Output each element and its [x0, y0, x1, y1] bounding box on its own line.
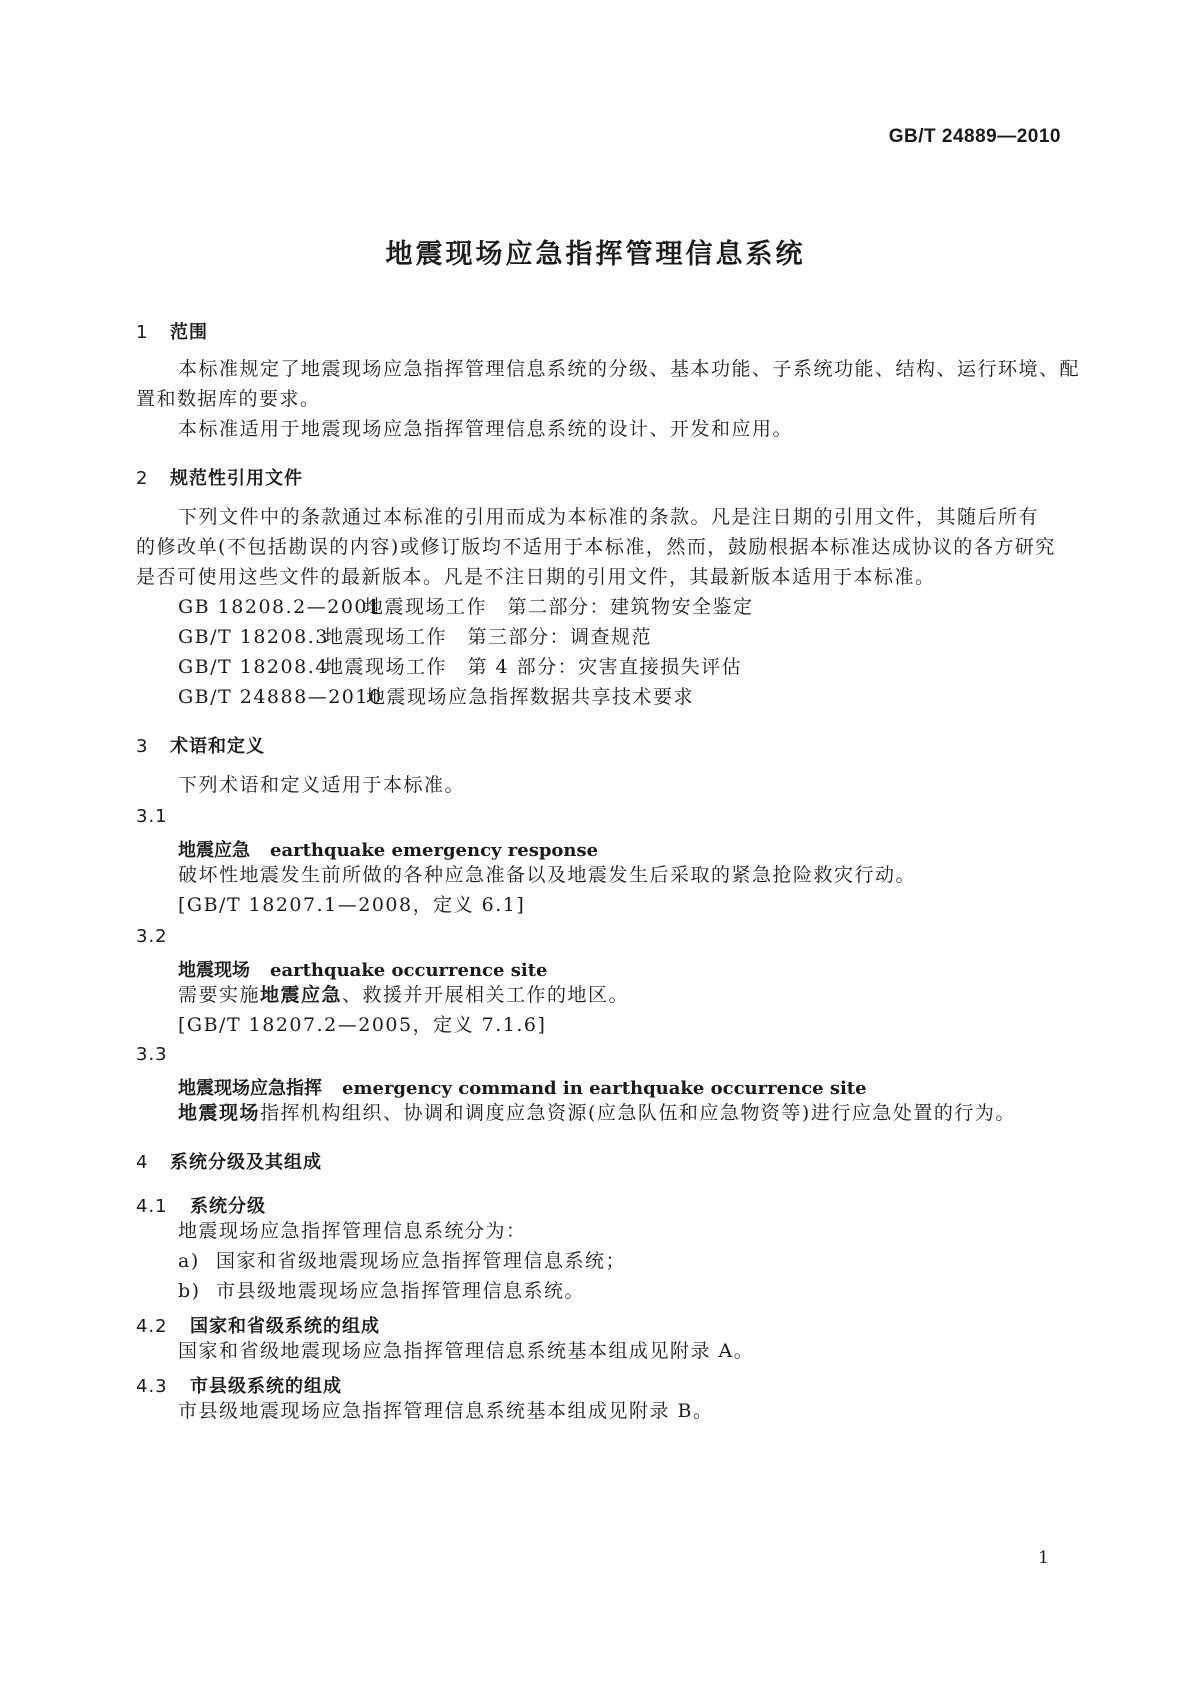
reference-code: GB/T 18208.3 [178, 626, 329, 648]
subsection-title: 市县级系统的组成 [190, 1376, 342, 1397]
paragraph: 本标准适用于地震现场应急指挥管理信息系统的设计、开发和应用。 [178, 418, 794, 440]
term-heading [178, 956, 547, 982]
list-marker: a) [178, 1250, 200, 1272]
document-title: 地震现场应急指挥管理信息系统 [385, 239, 806, 270]
section-number: 2 [136, 468, 149, 489]
definition-text: 指挥机构组织、协调和调度应急资源(应急队伍和应急物资等)进行应急处置的行为。 [260, 1102, 1016, 1124]
subsection-number: 4.3 [136, 1376, 168, 1397]
page-number: 1 [1038, 1548, 1049, 1568]
section-title: 系统分级及其组成 [170, 1152, 322, 1173]
term-number: 3.1 [136, 806, 168, 827]
subsection-title: 国家和省级系统的组成 [190, 1316, 380, 1337]
reference-item [178, 688, 694, 707]
term-en: emergency command in earthquake occurrence site [342, 1078, 867, 1099]
term-en: earthquake emergency response [270, 840, 599, 861]
definition-emphasis: 地震应急 [260, 984, 343, 1006]
term-zh: 地震现场 [178, 960, 250, 981]
term-definition [178, 1104, 1016, 1123]
list-marker: b) [178, 1280, 201, 1302]
paragraph: 国家和省级地震现场应急指挥管理信息系统基本组成见附录 A。 [178, 1340, 755, 1362]
reference-code: GB/T 24888—2010 [178, 686, 383, 708]
paragraph: 市县级地震现场应急指挥管理信息系统基本组成见附录 B。 [178, 1400, 714, 1422]
term-zh: 地震现场应急指挥 [178, 1078, 322, 1099]
subsection-4-1-heading [136, 1192, 266, 1218]
standard-number: GB/T 24889—2010 [888, 126, 1061, 147]
list-item [178, 1252, 626, 1271]
reference-name: 地震现场应急指挥数据共享技术要求 [366, 686, 695, 708]
section-title: 术语和定义 [170, 736, 265, 757]
reference-name: 地震现场工作 第二部分：建筑物安全鉴定 [364, 596, 754, 618]
reference-code: GB/T 18208.4 [178, 656, 329, 678]
term-source: [GB/T 18207.2—2005，定义 7.1.6] [178, 1014, 547, 1036]
term-heading [178, 836, 598, 862]
section-number: 4 [136, 1152, 149, 1173]
list-text: 市县级地震现场应急指挥管理信息系统。 [216, 1280, 586, 1302]
term-heading [178, 1074, 867, 1100]
term-number: 3.2 [136, 926, 168, 947]
subsection-number: 4.2 [136, 1316, 168, 1337]
reference-item [178, 628, 652, 647]
reference-name: 地震现场工作 第 4 部分：灾害直接损失评估 [324, 656, 743, 678]
section-title: 范围 [170, 322, 208, 343]
paragraph: 地震现场应急指挥管理信息系统分为： [178, 1220, 527, 1242]
term-definition: 破坏性地震发生前所做的各种应急准备以及地震发生后采取的紧急抢险救灾行动。 [178, 864, 917, 886]
reference-item [178, 598, 754, 617]
definition-text: 需要实施 [178, 984, 261, 1006]
section-3-heading [136, 732, 265, 758]
term-en: earthquake occurrence site [270, 960, 548, 981]
term-definition [178, 986, 629, 1005]
list-text: 国家和省级地震现场应急指挥管理信息系统； [216, 1250, 627, 1272]
term-zh: 地震应急 [178, 840, 250, 861]
section-1-heading [136, 318, 208, 344]
subsection-number: 4.1 [136, 1196, 168, 1217]
reference-code: GB 18208.2—2001 [178, 596, 382, 618]
paragraph: 的修改单(不包括勘误的内容)或修订版均不适用于本标准，然而，鼓励根据本标准达成协议的各方研究 [136, 536, 1056, 558]
subsection-title: 系统分级 [190, 1196, 266, 1217]
section-4-heading [136, 1148, 322, 1174]
term-number: 3.3 [136, 1044, 168, 1065]
paragraph: 下列文件中的条款通过本标准的引用而成为本标准的条款。凡是注日期的引用文件，其随后所有 [178, 506, 1040, 528]
paragraph: 下列术语和定义适用于本标准。 [178, 774, 466, 796]
paragraph: 置和数据库的要求。 [136, 388, 321, 410]
paragraph: 是否可使用这些文件的最新版本。凡是不注日期的引用文件，其最新版本适用于本标准。 [136, 566, 936, 588]
reference-name: 地震现场工作 第三部分：调查规范 [324, 626, 653, 648]
list-item [178, 1282, 585, 1301]
reference-item [178, 658, 742, 677]
section-2-heading [136, 464, 303, 490]
subsection-4-2-heading [136, 1312, 380, 1338]
definition-text: 、救援并开展相关工作的地区。 [342, 984, 630, 1006]
term-source: [GB/T 18207.1—2008，定义 6.1] [178, 894, 526, 916]
subsection-4-3-heading [136, 1372, 342, 1398]
section-title: 规范性引用文件 [170, 468, 303, 489]
section-number: 3 [136, 736, 149, 757]
paragraph: 本标准规定了地震现场应急指挥管理信息系统的分级、基本功能、子系统功能、结构、运行环境、配 [178, 358, 1081, 380]
section-number: 1 [136, 322, 149, 343]
definition-emphasis: 地震现场 [178, 1102, 261, 1124]
